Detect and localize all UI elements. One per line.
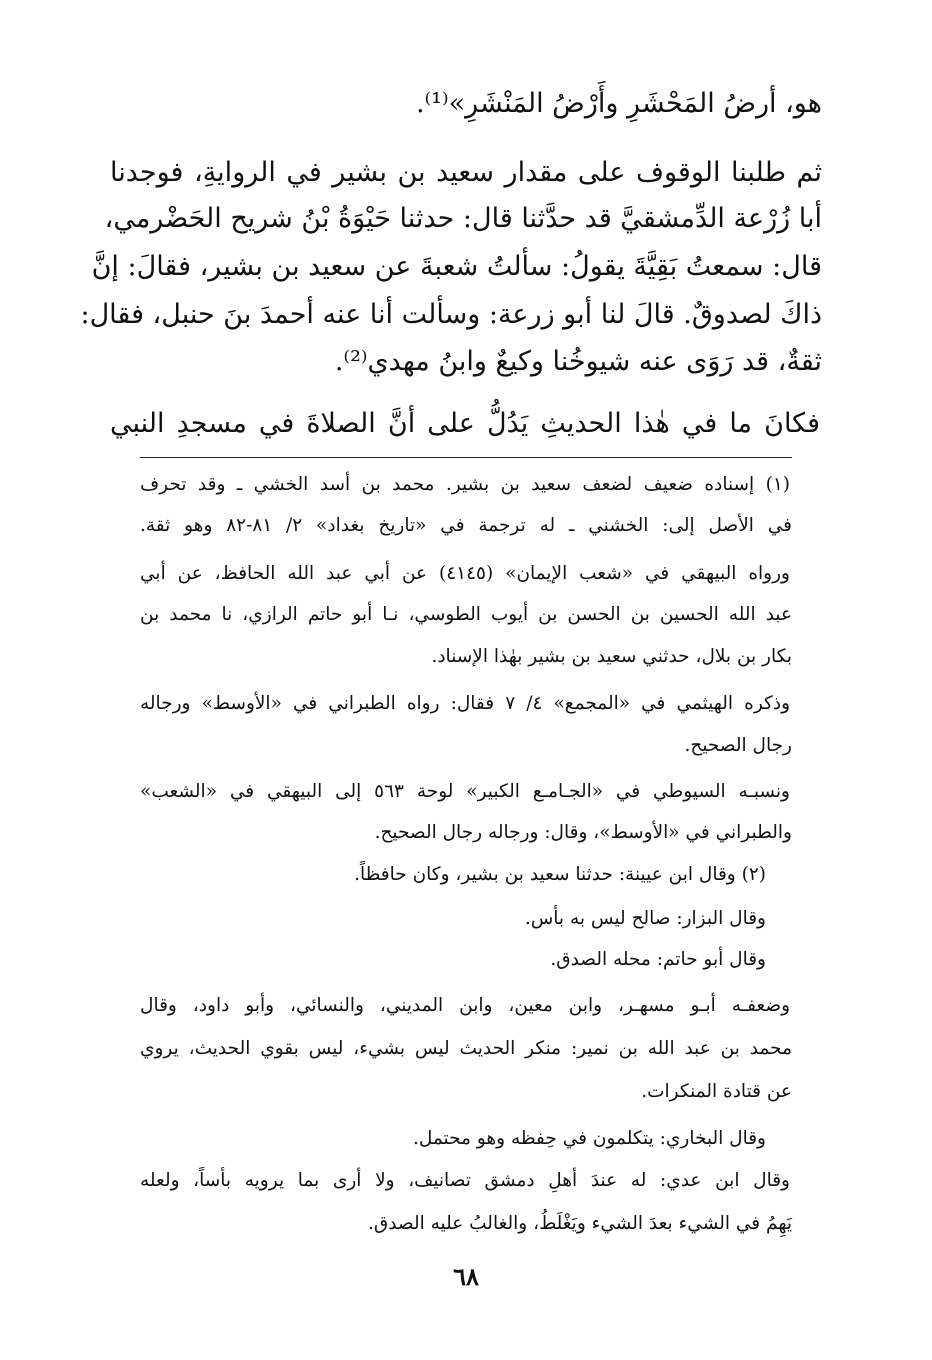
footnote-line-5: بكار بن بلال، حدثني سعيد بن بشير بهٰذا الإسناد.	[431, 646, 792, 667]
main-text-line-1: هو، أرضُ المَحْشَرِ وأَرْضُ المَنْشَرِ»⁽¹⁾.	[415, 88, 822, 119]
footnote-line-1: (١) إسناده ضعيف لضعف سعيد بن بشير. محمد بن أسد الخشي ـ وقد تحرف	[140, 474, 790, 495]
footnote-line-4: عبد الله الحسين بن الحسن بن أيوب الطوسي، نـا أبو حاتم الرازي، نا محمد بن	[140, 604, 792, 625]
footnote-line-8: ونسبـه السيوطي في «الجـامـع الكبير» لوحة ٥٦٣ إلى البيهقي في «الشعب»	[140, 781, 790, 802]
footnote-line-15: عن قتادة المنكرات.	[641, 1081, 792, 1102]
footnote-line-12: وقال أبو حاتم: محله الصدق.	[550, 949, 766, 970]
main-text-line-4: قال: سمعتُ بَقِيَّةَ يقولُ: سألتُ شعبةَ عن سعيد بن بشير، فقالَ: إنَّ	[91, 251, 822, 282]
footnote-line-11: وقال البزار: صالح ليس به بأس.	[524, 908, 766, 929]
footnote-line-13: وضعفـه أبـو مسهـر، وابن معين، وابن المديني، والنسائي، وأبو داود، وقال	[140, 995, 790, 1016]
main-text-line-6: ثقةٌ، قد رَوَى عنه شيوخُنا وكيعٌ وابنُ مهدي⁽²⁾.	[334, 346, 822, 377]
footnote-line-3: ورواه البيهقي في «شعب الإيمان» (٤١٤٥) عن أبي عبد الله الحافظ، عن أبي	[140, 563, 790, 584]
footnote-line-18: يَهِمُ في الشيء بعدَ الشيء ويَغْلَطُ، والغالبُ عليه الصدق.	[367, 1213, 792, 1234]
footnote-line-14: محمد بن عبد الله بن نمير: منكر الحديث ليس بشيء، ليس بقوي الحديث، يروي	[140, 1038, 792, 1059]
main-text-line-7: فكانَ ما في هٰذا الحديثِ يَدُلُّ على أنَّ الصلاةَ في مسجدِ النبي	[110, 408, 820, 439]
footnote-line-17: وقال ابن عدي: له عندَ أهلِ دمشق تصانيف، ولا أرى بما يرويه بأساً، ولعله	[140, 1170, 790, 1191]
page-number: ٦٨	[453, 1262, 479, 1291]
footnote-line-9: والطبراني في «الأوسط»، وقال: ورجاله رجال الصحيح.	[374, 822, 792, 843]
footnote-line-2: في الأصل إلى: الخشني ـ له ترجمة في «تاريخ بغداد» ٢/ ٨١-٨٢ وهو ثقة.	[140, 515, 792, 536]
footnote-line-6: وذكره الهيثمي في «المجمع» ٤/ ٧ فقال: رواه الطبراني في «الأوسط» ورجاله	[140, 693, 791, 714]
footnote-line-16: وقال البخاري: يتكلمون في حِفظه وهو محتمل.	[412, 1128, 766, 1149]
footnote-line-7: رجال الصحيح.	[684, 735, 792, 756]
footnote-line-10: (٢) وقال ابن عيينة: حدثنا سعيد بن بشير، وكان حافظاً.	[354, 864, 766, 885]
footnote-divider	[140, 457, 792, 458]
main-text-line-2: ثم طلبنا الوقوف على مقدار سعيد بن بشير في الروايةِ، فوجدنا	[110, 157, 822, 188]
main-text-line-3: أبا زُرْعة الدِّمشقيَّ قد حدَّثنا قال: حدثنا حَيْوَةُ بْنُ شريح الحَضْرمي،	[104, 203, 822, 234]
main-text-line-5: ذاكَ لصدوقٌ. قالَ لنا أبو زرعة: وسألت أنا عنه أحمدَ بنَ حنبل، فقال:	[80, 299, 822, 330]
